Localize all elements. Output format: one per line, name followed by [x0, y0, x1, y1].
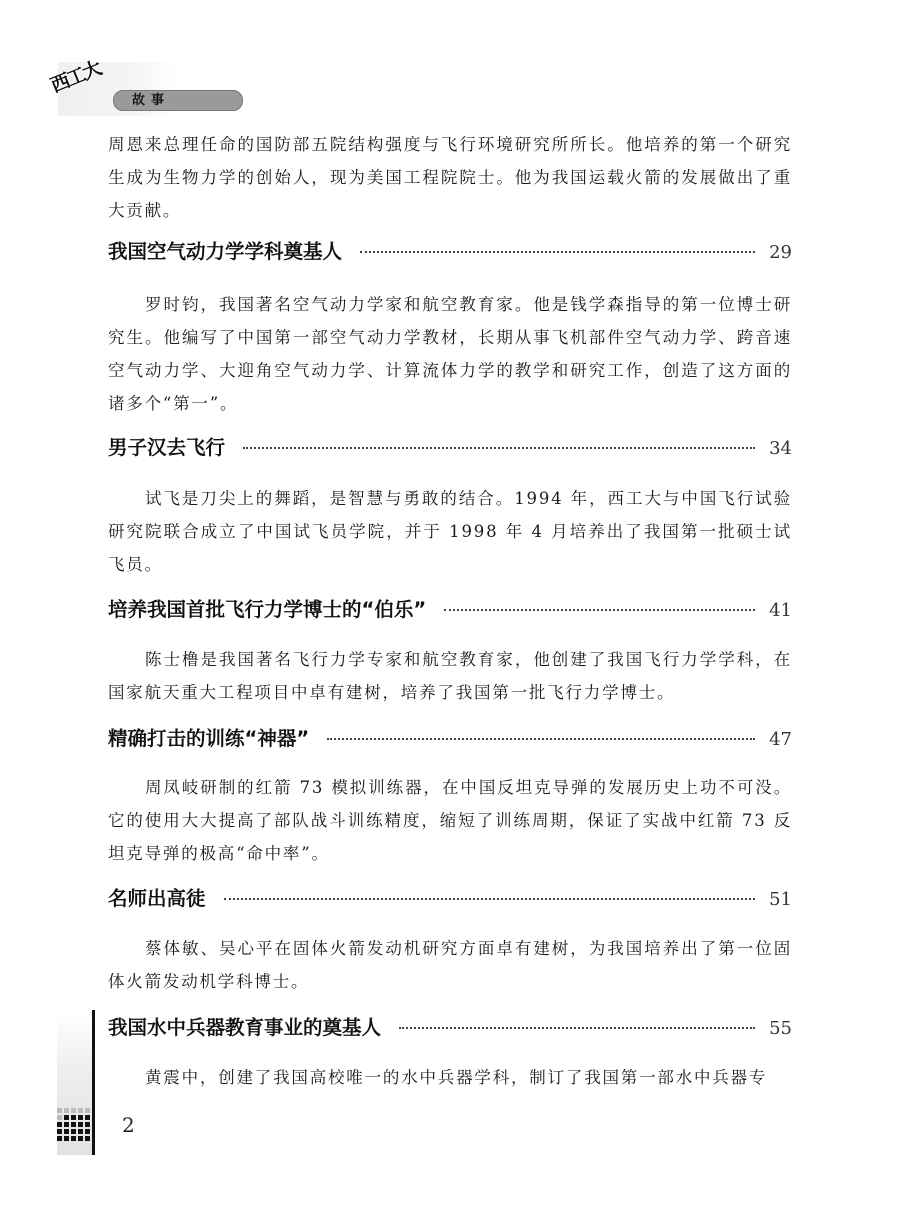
tag-pill [113, 90, 243, 111]
toc-entry[interactable] [108, 723, 792, 753]
tag-label: 故事 [132, 93, 171, 108]
margin-bar [92, 1010, 95, 1155]
toc-entry-title: 我国空气动力学学科奠基人 [108, 240, 343, 263]
intro-paragraph: 周恩来总理任命的国防部五院结构强度与飞行环境研究所所长。他培养的第一个研究生成为生物力学的创始人，现为美国工程院院士。他为我国运载火箭的发展做出了重大贡献。 [108, 135, 792, 220]
toc-entry-page: 55 [769, 1018, 792, 1039]
toc-leader-dots [327, 738, 755, 740]
toc-leader-dots [243, 447, 755, 449]
entry-description: 罗时钧，我国著名空气动力学家和航空教育家。他是钱学森指导的第一位博士研究生。他编写了中国第一部空气动力学教材，长期从事飞机部件空气动力学、跨音速空气动力学、大迎角空气动力学、计算流体力学的教学和研究工作，创造了这方面的诸多个“第一”。 [108, 295, 792, 413]
toc-leader-dots [224, 898, 756, 900]
toc-entry-page: 51 [769, 889, 792, 910]
page-number: 2 [122, 1113, 135, 1137]
toc-entry-title: 名师出高徒 [108, 887, 206, 910]
toc-entry[interactable] [108, 1012, 792, 1042]
toc-entry-page: 34 [769, 438, 792, 459]
toc-entry[interactable] [108, 432, 792, 462]
entry-description: 陈士橹是我国著名飞行力学专家和航空教育家，他创建了我国飞行力学学科，在国家航天重大工程项目中卓有建树，培养了我国第一批飞行力学博士。 [108, 650, 792, 702]
entry-description: 周凤岐研制的红箭 73 模拟训练器，在中国反坦克导弹的发展历史上功不可没。它的使用大大提高了部队战斗训练精度，缩短了训练周期，保证了实战中红箭 73 反坦克导弹的极高“命中率”。 [108, 778, 792, 863]
toc-entry-title: 培养我国首批飞行力学博士的“伯乐” [108, 598, 427, 621]
toc-entry-title: 男子汉去飞行 [108, 436, 226, 459]
grid-decoration [57, 1108, 91, 1150]
header-badge [47, 57, 188, 118]
toc-entry[interactable] [108, 594, 792, 624]
toc-leader-dots [399, 1027, 755, 1029]
toc-leader-dots [444, 609, 755, 611]
toc-entry-title: 精确打击的训练“神器” [108, 727, 310, 750]
entry-description: 黄震中，创建了我国高校唯一的水中兵器学科，制订了我国第一部水中兵器专 [145, 1068, 768, 1087]
toc-entry-page: 41 [769, 600, 792, 621]
toc-entry[interactable] [108, 883, 792, 913]
toc-entry-page: 29 [769, 242, 792, 263]
entry-description: 蔡体敏、吴心平在固体火箭发动机研究方面卓有建树，为我国培养出了第一位固体火箭发动机学科博士。 [108, 939, 792, 991]
toc-entry-page: 47 [769, 729, 792, 750]
toc-leader-dots [360, 251, 755, 253]
entry-description: 试飞是刀尖上的舞蹈，是智慧与勇敢的结合。1994 年，西工大与中国飞行试验研究院联合成立了中国试飞员学院，并于 1998 年 4 月培养出了我国第一批硕士试飞员。 [108, 489, 792, 574]
logo-text: 西工大 [47, 57, 104, 98]
toc-entry-title: 我国水中兵器教育事业的奠基人 [108, 1016, 382, 1039]
toc-entry[interactable] [108, 236, 792, 266]
